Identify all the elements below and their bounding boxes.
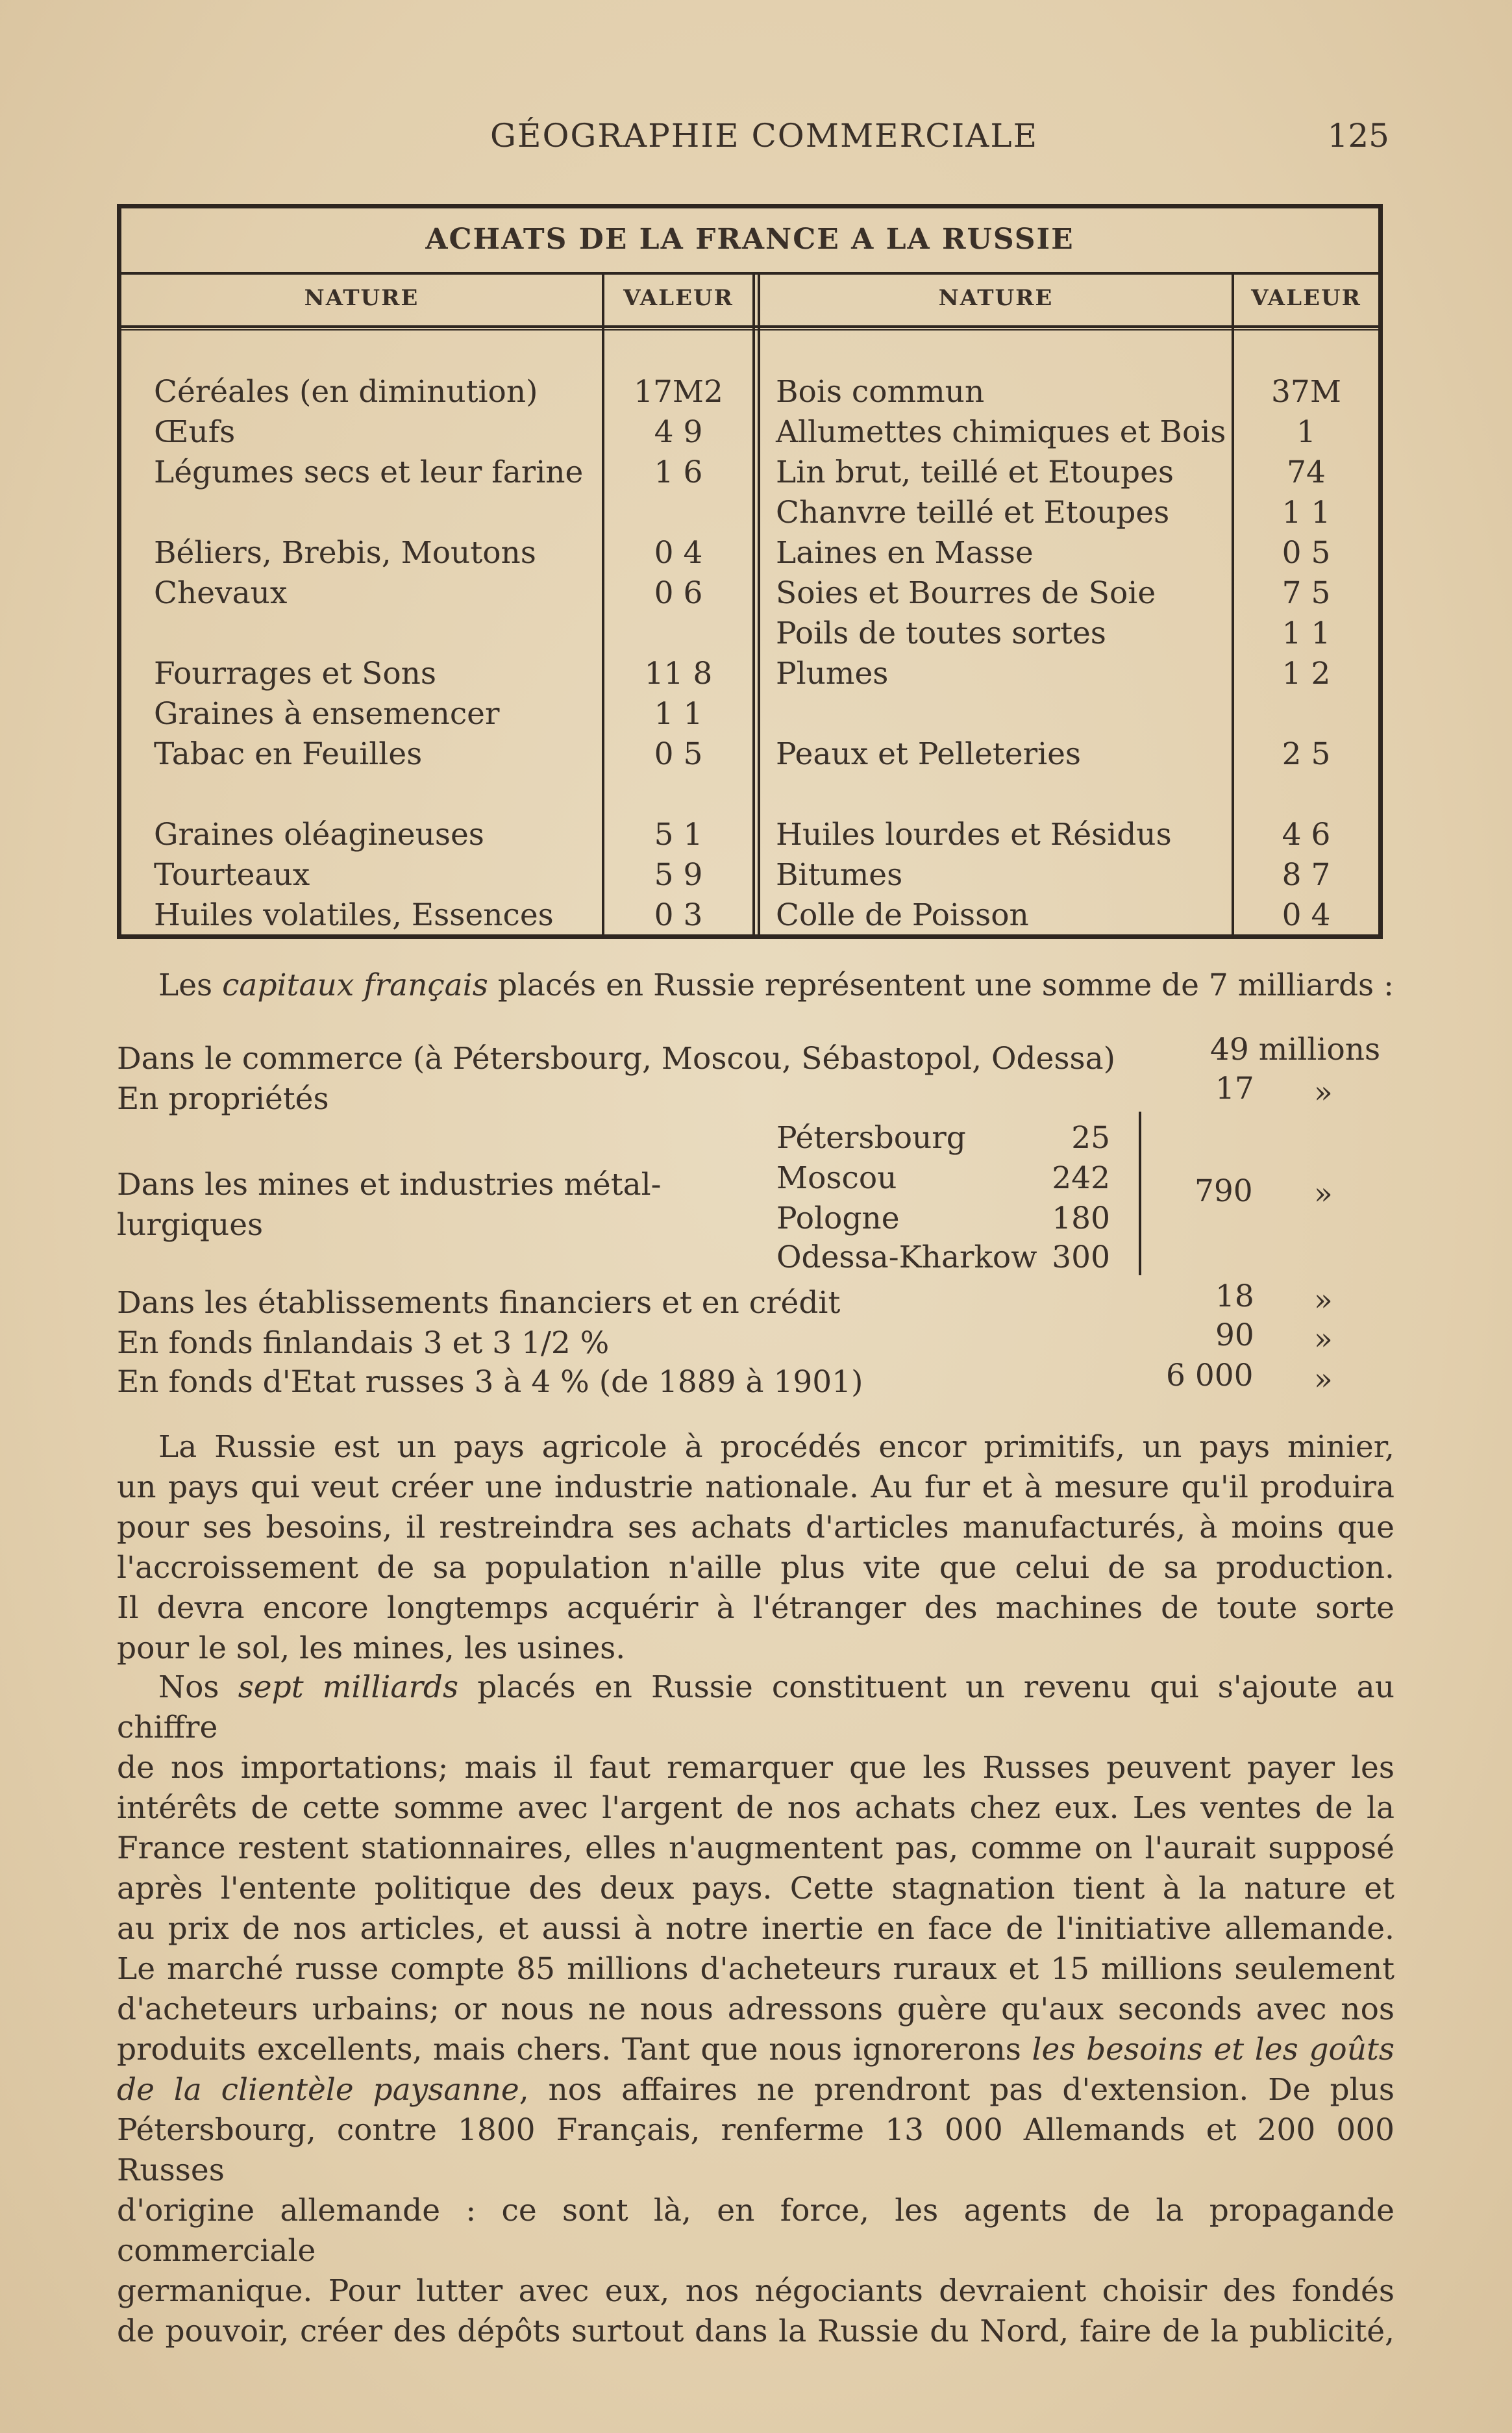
text-line: de pouvoir, créer des dépôts surtout dans la Russie du Nord, faire de la publicité, (117, 2314, 1394, 2349)
running-title: GÉOGRAPHIE COMMERCIALE (490, 117, 1039, 155)
text-line: un pays qui veut créer une industrie nationale. Au fur et à mesure qu'il produira (117, 1469, 1394, 1505)
capital-intro: Les capitaux français placés en Russie représentent une somme de 7 milliards : (158, 967, 1394, 1003)
table-cell: Colle de Poisson (776, 897, 1029, 933)
table-cell (1234, 775, 1378, 815)
text-line: Le marché russe compte 85 millions d'acheteurs ruraux et 15 millions seulement (117, 1951, 1394, 1987)
text-line: au prix de nos articles, et aussi à notre inertie en face de l'initiative allemande. (117, 1911, 1394, 1947)
capital-value: 6 000 (1166, 1358, 1254, 1393)
column-divider (758, 272, 760, 934)
table-cell (776, 694, 1226, 734)
text-line: pour le sol, les mines, les usines. (117, 1630, 626, 1666)
paragraph-2 (117, 1667, 1394, 2352)
ditto-mark: » (1314, 1362, 1333, 1397)
table-cell: 0 5 (654, 736, 703, 772)
text-line: d'origine allemande : ce sont là, en force, les agents de la propagande commerciale (117, 2193, 1394, 2269)
table-cell: 1 1 (1282, 495, 1331, 530)
table-cell: 1 (1296, 414, 1316, 450)
table-cell (154, 775, 583, 815)
table-cell: Peaux et Pelleteries (776, 736, 1082, 772)
text-line: après l'entente politique des deux pays. Cette stagnation tient à la nature et (117, 1871, 1394, 1906)
table-cell (1234, 694, 1378, 734)
table-cell: Soies et Bourres de Soie (776, 575, 1156, 611)
text-line: Il devra encore longtemps acquérir à l'étranger des machines de toute sorte (117, 1590, 1394, 1626)
table-cell: Huiles volatiles, Essences (154, 897, 554, 933)
ditto-mark: » (1314, 1075, 1333, 1110)
table-cell: Allumettes chimiques et Bois (776, 414, 1226, 450)
city-label: Odessa-Kharkow (776, 1240, 1037, 1275)
table-cell: 0 4 (654, 535, 703, 571)
table-cell: Plumes (776, 656, 889, 692)
table-cell (604, 614, 752, 654)
capital-label: Dans les mines et industries métal- (117, 1167, 662, 1203)
capital-label: Dans le commerce (à Pétersbourg, Moscou, Sébastopol, Odessa) (117, 1041, 1115, 1077)
table-rule (121, 329, 1378, 331)
table-cell: Lin brut, teillé et Etoupes (776, 455, 1174, 490)
table-cell: Tabac en Feuilles (154, 736, 423, 772)
table-rule (121, 272, 1378, 275)
text-line: d'acheteurs urbains; or nous ne nous adressons guère qu'aux seconds avec nos (117, 1991, 1394, 2027)
capital-label: lurgiques (117, 1207, 264, 1243)
text-line: de la clientèle paysanne, nos affaires ne prendront pas d'extension. De plus (117, 2072, 1395, 2108)
table-cell: Béliers, Brebis, Moutons (154, 535, 536, 571)
header-valeur-left: VALEUR (623, 285, 734, 311)
text-line: l'accroissement de sa population n'aille plus vite que celui de sa production. (117, 1550, 1394, 1586)
column-divider (752, 272, 755, 934)
paragraph-1 (117, 1427, 1394, 1669)
header-valeur-right: VALEUR (1251, 285, 1361, 311)
table-cell: 1 2 (1282, 656, 1331, 692)
city-value: 25 (1071, 1120, 1110, 1156)
table-cell (604, 775, 752, 815)
table-cell: 0 5 (1282, 535, 1331, 571)
ditto-mark: » (1314, 1176, 1333, 1212)
text-line: La Russie est un pays agricole à procédés encor primitifs, un pays minier, (158, 1429, 1394, 1465)
purchases-table (117, 204, 1383, 939)
table-cell: Bois commun (776, 374, 985, 410)
table-title: ACHATS DE LA FRANCE A LA RUSSIE (425, 223, 1074, 256)
table-cell: Laines en Masse (776, 535, 1034, 571)
text-line: produits excellents, mais chers. Tant que nous ignorerons les besoins et les goûts (117, 2032, 1394, 2067)
table-cell: Bitumes (776, 857, 903, 893)
brace (1122, 1112, 1141, 1275)
text-line: Pétersbourg, contre 1800 Français, renferme 13 000 Allemands et 200 000 Russes (117, 2112, 1394, 2188)
header-nature-right: NATURE (938, 285, 1054, 311)
table-cell: 0 4 (1282, 897, 1331, 933)
city-value: 300 (1052, 1240, 1110, 1275)
table-cell: Graines à ensemencer (154, 696, 500, 732)
left-value-column (604, 372, 752, 936)
table-cell: Poils de toutes sortes (776, 616, 1106, 651)
capital-value: 90 (1215, 1317, 1254, 1353)
capital-value: 790 (1195, 1173, 1253, 1209)
capital-value: 17 (1215, 1071, 1254, 1106)
table-cell: Chevaux (154, 575, 288, 611)
text-line: France restent stationnaires, elles n'augmentent pas, comme on l'aurait supposé (117, 1830, 1394, 1866)
table-cell: 37M (1271, 374, 1341, 410)
city-label: Pétersbourg (776, 1120, 966, 1156)
capital-label: Dans les établissements financiers et en crédit (117, 1285, 841, 1321)
table-cell: Œufs (154, 414, 236, 450)
table-cell (154, 614, 583, 654)
text-line: germanique. Pour lutter avec eux, nos négociants devraient choisir des fondés (117, 2273, 1394, 2309)
table-cell: Huiles lourdes et Résidus (776, 817, 1172, 853)
table-cell: 0 3 (654, 897, 703, 933)
table-cell: 5 9 (654, 857, 703, 893)
capital-label: En fonds d'Etat russes 3 à 4 % (de 1889 à 1901) (117, 1364, 863, 1400)
city-label: Pologne (776, 1201, 900, 1236)
right-nature-column (776, 372, 1226, 936)
table-cell: 17M2 (634, 374, 723, 410)
right-value-column (1234, 372, 1378, 936)
table-cell: Tourteaux (154, 857, 310, 893)
table-cell: 1 6 (654, 455, 703, 490)
table-cell: 8 7 (1282, 857, 1331, 893)
table-cell: Légumes secs et leur farine (154, 455, 584, 490)
page-number: 125 (1327, 117, 1389, 155)
text-line: de nos importations; mais il faut remarquer que les Russes peuvent payer les (117, 1750, 1394, 1786)
city-label: Moscou (776, 1160, 897, 1196)
table-cell (604, 493, 752, 533)
table-cell: 1 1 (654, 696, 703, 732)
table-cell: 11 8 (644, 656, 713, 692)
ditto-mark: » (1314, 1282, 1333, 1318)
table-rule (121, 325, 1378, 328)
table-cell: 4 9 (654, 414, 703, 450)
table-cell: 0 6 (654, 575, 703, 611)
table-cell (154, 493, 583, 533)
text-line: pour ses besoins, il restreindra ses achats d'articles manufacturés, à moins que (117, 1510, 1394, 1545)
city-value: 180 (1052, 1201, 1110, 1236)
running-head (117, 117, 1389, 162)
text-line: intérêts de cette somme avec l'argent de nos achats chez eux. Les ventes de la (117, 1790, 1394, 1826)
table-cell: Chanvre teillé et Etoupes (776, 495, 1170, 530)
table-cell: 7 5 (1282, 575, 1331, 611)
text-line: Nos sept milliards placés en Russie constituent un revenu qui s'ajoute au chiffre (117, 1669, 1394, 1745)
table-cell: 2 5 (1282, 736, 1331, 772)
table-cell: 1 1 (1282, 616, 1331, 651)
capital-value: 18 (1215, 1279, 1254, 1314)
capital-label: En propriétés (117, 1081, 329, 1117)
capital-value: 49 millions (1210, 1032, 1381, 1067)
header-nature-left: NATURE (304, 285, 419, 311)
table-cell: 4 6 (1282, 817, 1331, 853)
table-cell: Graines oléagineuses (154, 817, 484, 853)
left-nature-column (154, 372, 583, 936)
ditto-mark: » (1314, 1321, 1333, 1357)
table-cell: 74 (1287, 455, 1326, 490)
capital-label: En fonds finlandais 3 et 3 1/2 % (117, 1325, 610, 1361)
table-cell: 5 1 (654, 817, 703, 853)
table-cell: Fourrages et Sons (154, 656, 437, 692)
table-cell: Céréales (en diminution) (154, 374, 538, 410)
city-value: 242 (1052, 1160, 1110, 1196)
table-cell (776, 775, 1226, 815)
